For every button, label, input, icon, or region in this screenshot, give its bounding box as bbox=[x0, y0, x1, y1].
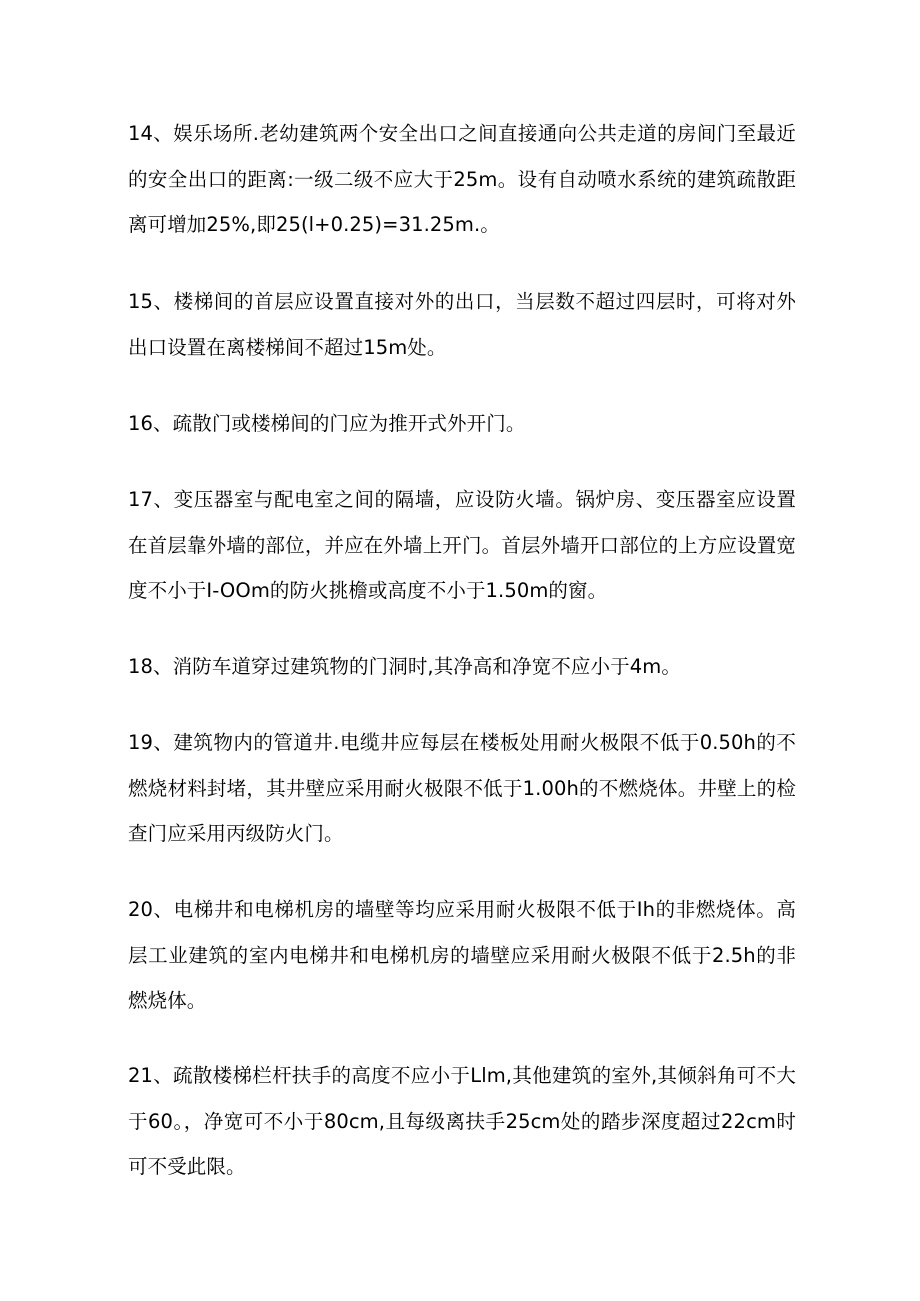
paragraph-14: 14、娱乐场所.老幼建筑两个安全出口之间直接通向公共走道的房间门至最近的安全出口的距离:一级二级不应大于25m。设有自动喷水系统的建筑疏散距离可增加25%,即25(l+0.25)=31.25m.。 bbox=[128, 122, 796, 237]
paragraph-21: 21、疏散楼梯栏杆扶手的高度不应小于Llm,其他建筑的室外,其倾斜角可不大于60。，净宽可不小于80cm,且每级离扶手25cm处的踏步深度超过22cm时可不受此限。 bbox=[128, 1064, 797, 1179]
paragraph-19: 19、建筑物内的管道井.电缆井应每层在楼板处用耐火极限不低于0.50h的不燃烧材料封堵，其井壁应采用耐火极限不低于1.00h的不燃烧体。井壁上的检查门应采用丙级防火门。 bbox=[128, 731, 796, 846]
paragraph-15: 15、楼梯间的首层应设置直接对外的出口，当层数不超过四层时，可将对外出口设置在离楼梯间不超过15m处。 bbox=[128, 290, 796, 359]
paragraph-20: 20、电梯井和电梯机房的墙壁等均应采用耐火极限不低于Ih的非燃烧体。高层工业建筑的室内电梯井和电梯机房的墙壁应采用耐火极限不低于2.5h的非燃烧体。 bbox=[128, 898, 796, 1013]
paragraph-18: 18、消防车道穿过建筑物的门洞时,其净高和净宽不应小于4m。 bbox=[128, 655, 681, 678]
paragraph-16: 16、疏散门或楼梯间的门应为推开式外开门。 bbox=[128, 412, 526, 435]
paragraph-17: 17、变压器室与配电室之间的隔墙，应设防火墙。锅炉房、变压器室应设置在首层靠外墙的部位，并应在外墙上开门。首层外墙开口部位的上方应设置宽度不小于I-OOm的防火挑檐或高度不小于1.50m的窗。 bbox=[128, 488, 796, 603]
